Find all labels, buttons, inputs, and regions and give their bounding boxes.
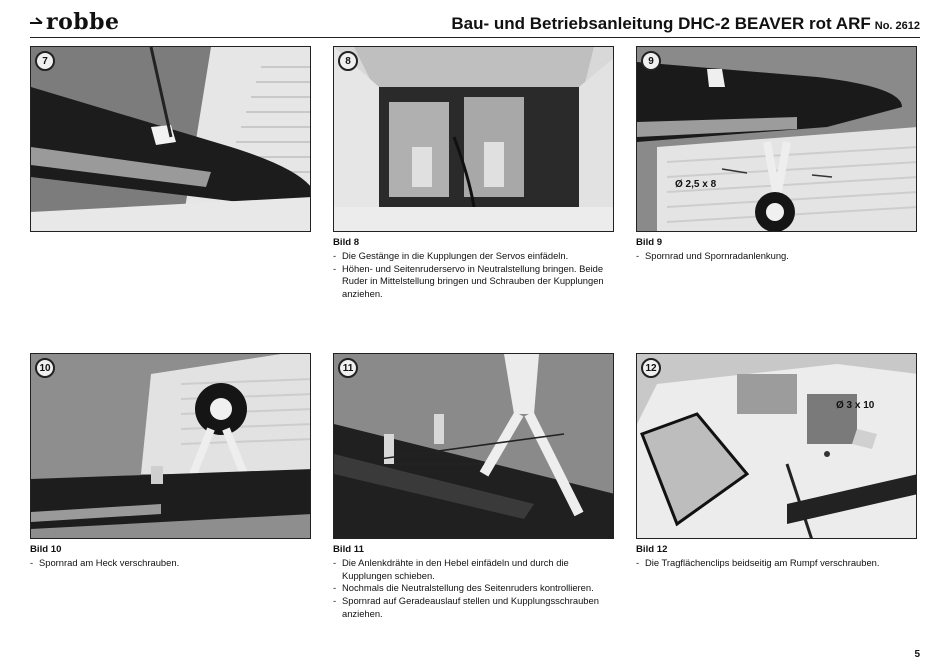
caption-step-12 — [636, 544, 921, 570]
caption-step-8 — [333, 237, 618, 301]
photo-step-11 — [333, 353, 614, 539]
step-badge: 12 — [641, 358, 661, 378]
instruction-list — [30, 557, 315, 570]
caption-title: Bild 9 — [636, 237, 663, 248]
caption-title: Bild 12 — [636, 544, 668, 555]
header-rule — [30, 37, 920, 38]
instruction-item: - Spornrad auf Geradeauslauf stellen und Kupplungsschrauben anziehen. — [333, 595, 618, 621]
step-badge: 8 — [338, 51, 358, 71]
caption-step-11 — [333, 544, 618, 621]
screw-size-label: Ø 2,5 x 8 — [675, 179, 717, 190]
robbe-logo — [30, 8, 120, 36]
instruction-list — [636, 250, 921, 263]
caption-title: Bild 11 — [333, 544, 364, 555]
title-text: Bau- und Betriebsanleitung DHC-2 BEAVER rot ARF — [451, 14, 871, 33]
instruction-item: - Die Gestänge in die Kupplungen der Servos einfädeln. — [333, 250, 618, 263]
instruction-item: - Nochmals die Neutralstellung des Seitenruders kontrollieren. — [333, 582, 618, 595]
photo-step-10 — [30, 353, 311, 539]
photo-step-7 — [30, 46, 311, 232]
caption-step-9 — [636, 237, 921, 263]
instruction-list — [636, 557, 921, 570]
instruction-item: - Höhen- und Seitenruderservo in Neutralstellung bringen. Beide Ruder in Mittelstellung bringen und Schrauben der Kupplungen anziehen. — [333, 263, 618, 301]
photo-step-9 — [636, 46, 917, 232]
step-badge: 10 — [35, 358, 55, 378]
instruction-item: - Spornrad und Spornradanlenkung. — [636, 250, 921, 263]
screw-size-label: Ø 3 x 10 — [836, 400, 875, 411]
caption-step-10 — [30, 544, 315, 570]
page-number: 5 — [914, 649, 920, 660]
instruction-list — [333, 250, 618, 301]
caption-title: Bild 8 — [333, 237, 360, 248]
instruction-item: - Spornrad am Heck verschrauben. — [30, 557, 315, 570]
photo-step-8 — [333, 46, 614, 232]
logo-text: robbe — [46, 9, 120, 35]
photo-step-12 — [636, 353, 917, 539]
page-title — [451, 14, 920, 34]
step-badge: 11 — [338, 358, 358, 378]
logo-arrow-icon — [30, 15, 44, 29]
instruction-item: - Die Tragflächenclips beidseitig am Rumpf verschrauben. — [636, 557, 921, 570]
product-number: No. 2612 — [874, 20, 920, 32]
instruction-item: - Die Anlenkdrähte in den Hebel einfädeln und durch die Kupplungen schieben. — [333, 557, 618, 583]
instruction-list — [333, 557, 618, 621]
step-badge: 7 — [35, 51, 55, 71]
step-badge: 9 — [641, 51, 661, 71]
caption-title: Bild 10 — [30, 544, 62, 555]
